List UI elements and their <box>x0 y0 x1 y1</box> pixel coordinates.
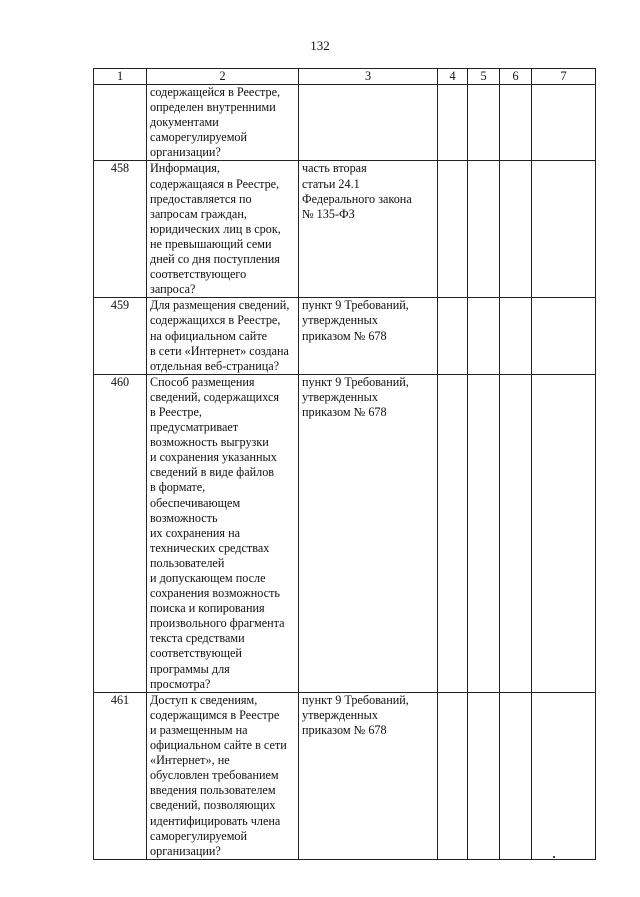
question-line: дней со дня поступления <box>150 252 280 267</box>
question-line: обусловлен требованием <box>150 768 279 783</box>
header-cell-7: 7 <box>532 69 596 85</box>
question-line: введения пользователем <box>150 783 276 798</box>
row-number: 459 <box>94 298 147 374</box>
question-line: Информация, <box>150 161 220 176</box>
question-line: запросам граждан, <box>150 206 247 221</box>
question-line: возможность <box>150 510 218 525</box>
question-line: саморегулируемой <box>150 828 248 843</box>
header-cell-1: 1 <box>94 69 147 85</box>
question-line: идентифицировать члена <box>150 813 281 828</box>
question-line: пользователей <box>150 555 225 570</box>
question-line: в формате, <box>150 480 206 495</box>
question-line: документами <box>150 115 219 130</box>
reference-cell <box>299 161 438 298</box>
empty-cell-col-5 <box>468 85 500 161</box>
question-line: программы для <box>150 661 230 676</box>
question-line: содержащимся в Реестре <box>150 707 280 722</box>
question-line: и сохранения указанных <box>150 450 277 465</box>
question-line: соответствующей <box>150 646 242 661</box>
question-line: текста средствами <box>150 631 245 646</box>
question-line: в сети «Интернет» создана <box>150 343 289 358</box>
header-cell-6: 6 <box>500 69 532 85</box>
row-number: 458 <box>94 161 147 298</box>
reference-cell <box>299 692 438 859</box>
question-line: содержащейся в Реестре, <box>150 85 281 99</box>
question-cell <box>147 298 299 374</box>
question-line: саморегулируемой <box>150 130 248 145</box>
question-line: технических средствах <box>150 540 270 555</box>
scan-speck <box>553 856 555 858</box>
reference-line: утвержденных <box>302 313 378 328</box>
empty-cell-col-6 <box>500 161 532 298</box>
reference-line: приказом № 678 <box>302 404 387 419</box>
reference-line: пункт 9 Требований, <box>302 374 409 389</box>
question-line: Способ размещения <box>150 374 255 389</box>
empty-cell-col-5 <box>468 298 500 374</box>
question-cell <box>147 374 299 692</box>
question-line: сведений, позволяющих <box>150 798 276 813</box>
row-number: 460 <box>94 374 147 692</box>
question-cell <box>147 85 299 161</box>
reference-cell <box>299 85 438 161</box>
question-line: запроса? <box>150 282 196 297</box>
row-number <box>94 85 147 161</box>
question-line: просмотра? <box>150 676 211 691</box>
reference-line: пункт 9 Требований, <box>302 692 409 707</box>
reference-line: приказом № 678 <box>302 328 387 343</box>
question-line: не превышающий семи <box>150 236 272 251</box>
row-number: 461 <box>94 692 147 859</box>
question-line: организации? <box>150 145 221 160</box>
reference-line: статьи 24.1 <box>302 176 360 191</box>
empty-cell-col-6 <box>500 374 532 692</box>
question-line: в Реестре, <box>150 404 202 419</box>
question-line: на официальном сайте <box>150 328 268 343</box>
empty-cell-col-7 <box>532 298 596 374</box>
empty-cell-col-4 <box>438 85 468 161</box>
reference-line: приказом № 678 <box>302 722 387 737</box>
header-cell-4: 4 <box>438 69 468 85</box>
header-cell-5: 5 <box>468 69 500 85</box>
empty-cell-col-6 <box>500 85 532 161</box>
empty-cell-col-6 <box>500 298 532 374</box>
empty-cell-col-6 <box>500 692 532 859</box>
question-line: соответствующего <box>150 267 247 282</box>
empty-cell-col-4 <box>438 374 468 692</box>
reference-line: утвержденных <box>302 707 378 722</box>
question-line: отдельная веб-страница? <box>150 358 280 373</box>
header-row <box>94 69 596 85</box>
empty-cell-col-4 <box>438 161 468 298</box>
question-line: Для размещения сведений, <box>150 298 290 313</box>
question-line: содержащаяся в Реестре, <box>150 176 280 191</box>
table-row <box>94 85 596 161</box>
question-line: юридических лиц в срок, <box>150 221 281 236</box>
table-row <box>94 374 596 692</box>
question-cell <box>147 161 299 298</box>
question-line: поиска и копирования <box>150 601 265 616</box>
question-line: «Интернет», не <box>150 753 230 768</box>
question-cell <box>147 692 299 859</box>
question-line: их сохранения на <box>150 525 241 540</box>
table-row <box>94 298 596 374</box>
empty-cell-col-7 <box>532 161 596 298</box>
question-line: организации? <box>150 843 221 858</box>
header-cell-3: 3 <box>299 69 438 85</box>
question-line: Доступ к сведениям, <box>150 692 258 707</box>
empty-cell-col-7 <box>532 692 596 859</box>
question-line: содержащихся в Реестре, <box>150 313 281 328</box>
question-line: определен внутренними <box>150 100 276 115</box>
reference-line: № 135-ФЗ <box>302 206 355 221</box>
empty-cell-col-5 <box>468 161 500 298</box>
header-cell-2: 2 <box>147 69 299 85</box>
question-line: сведений в виде файлов <box>150 465 275 480</box>
page-number: 132 <box>310 38 330 53</box>
reference-line: часть вторая <box>302 161 367 176</box>
empty-cell-col-7 <box>532 85 596 161</box>
table-row <box>94 161 596 298</box>
question-line: произвольного фрагмента <box>150 616 285 631</box>
empty-cell-col-4 <box>438 692 468 859</box>
question-line: предоставляется по <box>150 191 252 206</box>
empty-cell-col-4 <box>438 298 468 374</box>
reference-line: Федерального закона <box>302 191 412 206</box>
question-line: сохранения возможность <box>150 586 280 601</box>
question-line: возможность выгрузки <box>150 435 269 450</box>
checklist-table <box>93 68 596 860</box>
reference-cell <box>299 298 438 374</box>
question-line: и размещенным на <box>150 722 248 737</box>
table-row <box>94 692 596 859</box>
empty-cell-col-5 <box>468 374 500 692</box>
question-line: обеспечивающем <box>150 495 241 510</box>
reference-line: пункт 9 Требований, <box>302 298 409 313</box>
empty-cell-col-7 <box>532 374 596 692</box>
question-line: и допускающем после <box>150 571 266 585</box>
reference-cell <box>299 374 438 692</box>
question-line: официальном сайте в сети <box>150 738 287 753</box>
reference-line: утвержденных <box>302 389 378 404</box>
question-line: сведений, содержащихся <box>150 389 279 404</box>
question-line: предусматривает <box>150 420 239 435</box>
empty-cell-col-5 <box>468 692 500 859</box>
